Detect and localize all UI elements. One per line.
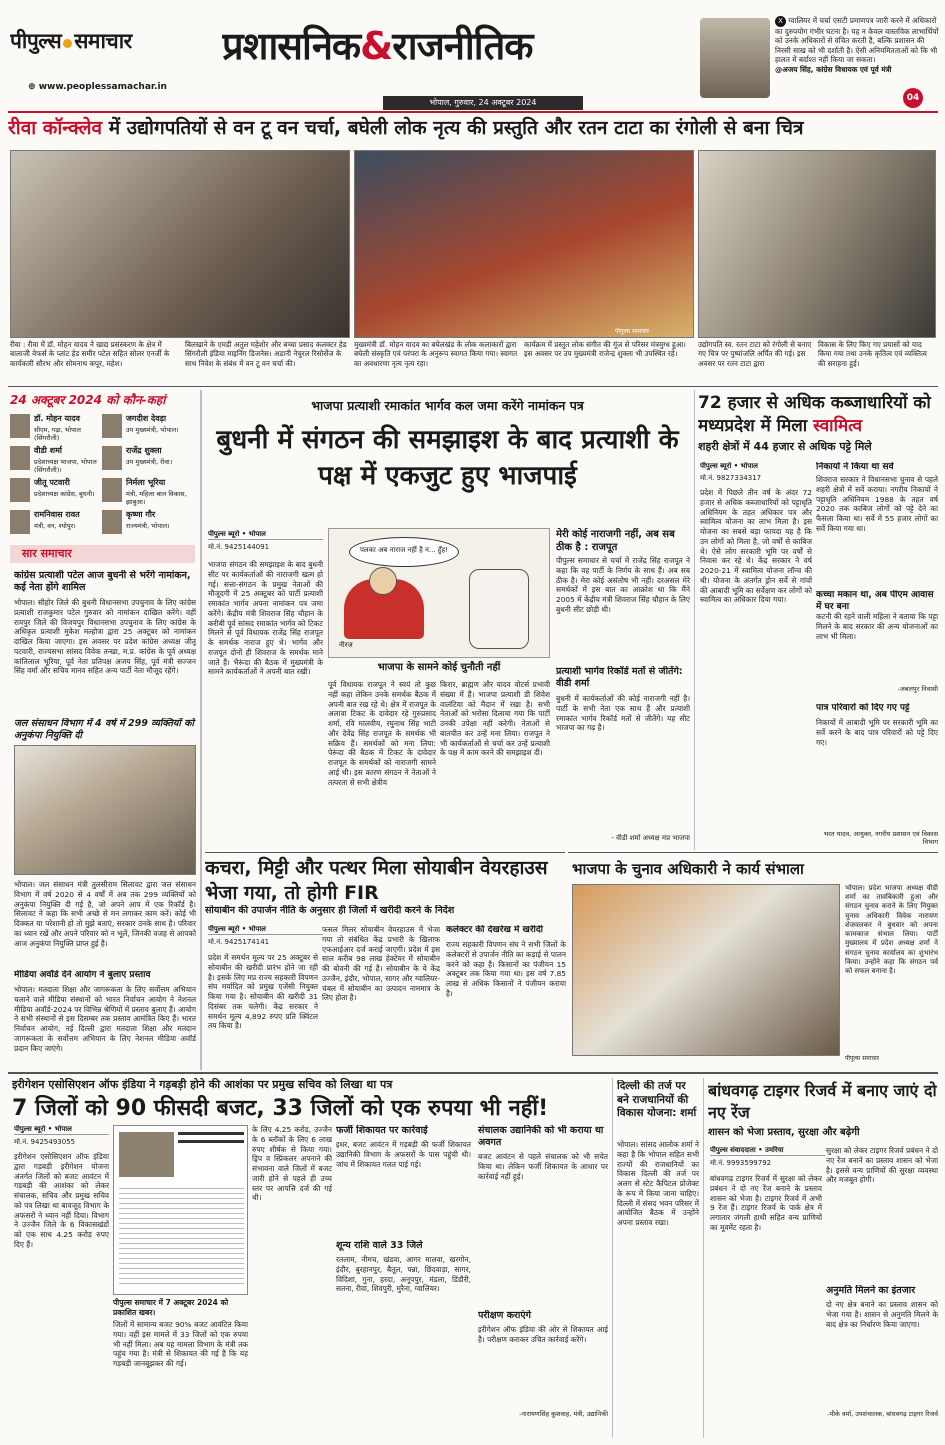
soyabean-mobile: मो.नं. 9425174141	[208, 938, 270, 946]
delhi-headline[interactable]: दिल्ली की तर्ज पर बने राजधानियों की विकास योजना: शर्मा	[617, 1080, 697, 1120]
bjp-officer-headline[interactable]: भाजपा के चुनाव अधिकारी ने कार्य संभाला	[572, 860, 804, 878]
column-rule	[703, 1078, 704, 1438]
avatar	[10, 414, 30, 438]
divider	[205, 852, 565, 853]
person-card: जगदीश देवड़ा उप मुख्यमंत्री, भोपाल।	[102, 412, 192, 452]
person-card: निर्मला भूरिया मंत्री, महिला बाल विकास, झाबुआ।	[102, 476, 192, 516]
vd-sharma-credit: - वीडी शर्मा अध्यक्ष मप्र भाजपा	[611, 834, 690, 842]
brief-2-body: भोपाल। जल संसाधन मंत्री तुलसीराम सिलावट द्वारा जल संसाधन विभाग में वर्ष 2020 से 4 वर्षों में अब तक 299 व्यक्तियों को अनुकंपा नियुक्ति दी गई है, जो अपने आप में एक रिकॉर्ड है। सिलावट ने कहा कि सभी अच्छे से मन लगाकर काम करें। कोई भी दिक्कत या परेशानी हो तो मुझे बताएं, सरकार उनके साथ है। परिवार का ध्यान रखें और अपने परिवार को न भूलें, जिनकी वजह से आपको आज अनुकंपा नियुक्ति प्राप्त हुई है।	[14, 880, 196, 948]
kaun-kahan-title: 24 अक्टूबर 2024 को कौन-कहां	[10, 393, 166, 407]
soyabean-col-2: फसल मिलर सोयाबीन वेयरहाउस में भेजा गया तो संबंधित केंद्र प्रभारी के खिलाफ एफआईआर दर्ज कराई जाएगी। प्रदेश में इस साल करीब 98 लाख हेक्टेयर में सोयाबीन की बोवनी की गई है। सोयाबीन के ये केंद्र उज्जैन, इंदौर, भोपाल, सागर और ग्वालियर-चंबल में सोयाबीन का उत्पादन नाममात्र के लिए होता है।	[322, 925, 440, 1003]
budhni-mobile: मो.नं. 9425144091	[208, 543, 270, 551]
avatar	[10, 510, 30, 534]
rewa-headline[interactable]: रीवा कॉन्क्लेव में उद्योगपतियों से वन टू वन चर्चा, बघेली लोक नृत्य की प्रस्तुति और रतन टाटा का रंगोली से बना चित्र	[8, 117, 804, 139]
photo-folk-dance	[354, 150, 694, 338]
brief-3-headline[interactable]: मीडिया अवॉर्ड देने आयोग ने बुलाए प्रस्ताव	[14, 970, 151, 980]
newspaper-clip	[113, 1125, 248, 1295]
inquiry-headline[interactable]: परीक्षण कराएंगे	[478, 1310, 531, 1321]
collector-headline[interactable]: कलेक्टर की देखरेख में खरीदी	[446, 925, 543, 935]
clip-caption: पीपुल्स समाचार में 7 अक्टूबर 2024 को प्रकाशित खबर।	[113, 1298, 229, 1317]
cartoon-leader-figure	[469, 569, 529, 649]
brief-1-headline[interactable]: कांग्रेस प्रत्याशी पटेल आज बुधनी से भरेंगे नामांकन, कई नेता होंगे शामिल	[14, 570, 191, 593]
columnist-author: @अजय सिंह, कांग्रेस विधायक एवं पूर्व मंत्री	[775, 64, 892, 74]
director-headline[interactable]: संचालक उद्यानिकी को भी कराया था अवगत	[478, 1125, 604, 1149]
cartoonist-signature: नीरज	[339, 641, 353, 649]
person-card: कृष्णा गौर राज्यमंत्री, भोपाल।	[102, 508, 192, 548]
swamitva-mobile: मो.नं. 9827334317	[700, 474, 762, 482]
caption-6: विकास के लिए किए गए प्रयासों को याद किया गया तथा उनके कृतित्व एवं व्यक्तित्व की सराहना हुई।	[818, 340, 927, 368]
dateline: भोपाल, गुरुवार, 24 अक्टूबर 2024	[383, 96, 583, 110]
swamitva-headline[interactable]: 72 हजार से अधिक कब्जाधारियों को मध्यप्रदेश में मिला स्वामित्व	[698, 393, 931, 436]
divider	[568, 852, 938, 853]
zero-fund-body: रतलाम, नीमच, खंडवा, आगर मालवा, खरगोन, इंदौर, बुरहानपुर, बैतूल, पन्ना, छिंदवाड़ा, सागर, विदिशा, गुना, हरदा, अनूपपुर, मंडला, डिंडौरी, सतना, रीवा, शिवपुरी, मुरैना, ग्वालियर।	[336, 1255, 471, 1294]
zero-fund-headline[interactable]: शून्य राशि वाले 33 जिले	[336, 1240, 423, 1251]
cartoon-caption: भाजपा के सामने कोई चुनौती नहीं	[377, 662, 501, 673]
patte-headline[interactable]: पात्र परिवारों को दिए गए पट्टे	[816, 703, 910, 713]
irrigation-col-2: जिलों में सामान्य बजट 90% बजट आवंटित किया गया। वहीं इस मामले में 33 जिलों को एक रुपया भी नहीं मिला। अब यह मामला विभाग के मंत्री तक पहुंच गया है। मंत्री से शिकायत की गई है कि यह गड़बड़ी जानबूझकर की गई।	[113, 1320, 248, 1369]
column-rule	[200, 390, 202, 1070]
avatar	[10, 478, 30, 502]
person-card: डॉ. मोहन यादव सीएम, गढ़ा, भोपाल (सिंगरौली)	[10, 412, 100, 452]
irrigation-col-1: इरीगेशन एसोसिएशन ऑफ इंडिया द्वारा गड़बड़ी इरीगेशन योजना अंतर्गत जिलों को बजट आवंटन में गड़बड़ी की आशंका को लेकर संचालक, सचिव और प्रमुख सचिव को पत्र लिखा था बावजूद विभाग के अफसरों ने ध्यान नहीं दिया। विभाग ने उज्जैन जिले के 6 विकासखंडों को एक साथ 4.25 करोड़ रुपए दिए हैं।	[14, 1152, 109, 1249]
budhni-headline[interactable]: बुधनी में संगठन की समझाइश के बाद प्रत्याशी के पक्ष में एकजुट हुए भाजपाई	[216, 425, 679, 492]
cartoon-speech-bubble: पलका अब नाराज नहीं है न... हुँह!	[349, 537, 459, 567]
vd-sharma-headline[interactable]: प्रत्याशी भार्गव रिकॉर्ड मतों से जीतेंगे: वीडी शर्मा	[556, 666, 683, 690]
title-ampersand: &	[360, 24, 393, 68]
photo-credit: पीपुल्स समाचार	[845, 1055, 880, 1062]
avatar	[102, 414, 122, 438]
tiger-subhead: शासन को भेजा प्रस्ताव, सुरक्षा और बढ़ेगी	[708, 1127, 860, 1138]
irrigation-headline[interactable]: 7 जिलों को 90 फीसदी बजट, 33 जिलों को एक रुपया भी नहीं!	[12, 1096, 549, 1121]
tiger-col-2: सुरक्षा को लेकर टाइगर रिजर्व प्रबंधन ने दो नए रेंज बनाने का प्रस्ताव शासन को भेजा है। इससे वन्य प्राणियों की सुरक्षा व्यवस्था और मजबूत होगी।	[826, 1146, 938, 1185]
photo-credit: पीपुल्स समाचार	[615, 328, 650, 335]
swamitva-col-1: प्रदेश में पिछले तीन वर्ष के अंदर 72 हजार से अधिक कब्जाधारियों को पट्टाधृति अधिनियम के तहत अधिकार पत्र और स्वामित्व योजना का लाभ मिला है। इस योजना का सबसे बड़ा फायदा यह है कि उन लोगों को मिला है, जो वर्षों से काबिज थे। ऐसे लोग सरकारी भूमि पर वर्षों से निवास कर रहे थे। केंद्र सरकार ने वर्ष 2020-21 में स्वामित्व योजना लॉन्च की थी। योजना के अंतर्गत ड्रोन सर्वे से गांवों की आबादी भूमि का सर्वेक्षण कर लोगों को स्वामित्व का अधिकार दिया गया।	[700, 488, 812, 605]
permission-headline[interactable]: अनुमति मिलने का इंतजार	[826, 1285, 916, 1296]
logo-dot-icon	[63, 39, 72, 48]
columnist-photo	[700, 18, 770, 98]
tiger-mobile: मो.नं. 9993599792	[710, 1159, 772, 1167]
person-card: रामनिवास रावत मंत्री, वन, श्योपुर।	[10, 508, 100, 548]
cartoon-face	[369, 567, 397, 595]
avatar	[10, 446, 30, 470]
person-card: राजेंद्र शुक्ला उप मुख्यमंत्री, रीवा।	[102, 444, 192, 484]
brief-1-body: भोपाल। सीहोर जिले की बुधनी विधानसभा उपचुनाव के लिए कांग्रेस प्रत्याशी राजकुमार पटेल गुरुवार को नामांकन दाखिल करेंगे। वहीं रायपुर जिले की विजयपुर विधानसभा उपचुनाव के लिए कांग्रेस के अधिकृत प्रत्याशी मुकेश मल्होत्रा द्वारा 25 अक्टूबर को नामांकन दाखिल किया जाएगा। इस अवसर पर प्रदेश कांग्रेस अध्यक्ष जीतू पटवारी, राज्यसभा सांसद विवेक तन्खा, म.प्र. कांग्रेस के पूर्व अध्यक्ष कांतिलाल भूरिया, पूर्व नेता प्रतिपक्ष अजय सिंह, पूर्व मंत्री सज्जन सिंह वर्मा और सचिव मानव सहित अन्य पार्टी नेता मौजूद रहेंगे।	[14, 598, 196, 676]
columnist-quote: X ग्वालियर में चर्चा एसटी प्रमाणपत्र जारी करने में अधिकारों का दुरुपयोग गंभीर घटना है। यह न केवल वास्तविक लाभार्थियों को उनके अधिकारों से वंचित करती है, बल्कि प्रशासन की निरसी साख को भी दर्शाती है। ऐसी अनियमितताओं को कि भी हालत में बर्दाश्त नहीं किया जा सकता। @अजय सिंह, कांग्रेस विधायक एवं पूर्व मंत्री	[775, 16, 939, 74]
tiger-headline[interactable]: बांधवगढ़ टाइगर रिजर्व में बनाए जाएं दो नए रेंज	[708, 1081, 937, 1122]
photo-bjp-office	[572, 884, 840, 1056]
vd-sharma-body: बुधनी में कार्यकर्ताओं की कोई नाराजगी नहीं है। पार्टी के सभी नेता एक साथ हैं और प्रत्याशी रमाकांत भार्गव रिकॉर्ड मतों से जीतेंगे। यह सीट भाजपा का गढ़ है।	[556, 694, 690, 733]
page-number: 04	[903, 88, 923, 108]
budhni-col-3: पूर्व विधायक राजपूत ने स्वयं तो कुछ नहीं कहा लेकिन उनके समर्थक बैठक में अपनी बात रख रहे थे। क्षेत्र में राजपूत के अलावा टिकट के दावेदार रहे गुरुप्रसाद शर्मा, रवि मालवीय, रघुनाथ सिंह भाटी और देवेंद्र सिंह राजपूत के समर्थक भी सक्रिय हैं। समर्थकों को मना लिया: पेरूंदा की बैठक में टिकट के दावेदार राजपूत के समर्थकों को नाराजगी सामने आई थी। इस कारण संगठन ने नेताओं ने तत्परता से सभी क्षेत्रीय	[328, 680, 436, 787]
page-title: प्रशासनिक&राजनीतिक	[222, 24, 533, 68]
url-text[interactable]: www.peoplessamachar.in	[38, 82, 167, 92]
brief-3-body: भोपाल। मतदाता शिक्षा और जागरूकता के लिए सर्वोत्तम अभियान चलाने वाले मीडिया संस्थानों को भारत निर्वाचन आयोग ने नेशनल मीडिया अवॉर्ड-2024 पर विभिन्न श्रेणियों में प्रस्ताव बुलाए हैं। आयोग ने सभी संस्थानों से इस दिसम्बर तक प्रस्ताव आमंत्रित किए हैं। भारत निर्वाचन आयोग, नई दिल्ली द्वारा मतदाता शिक्षा और मतदान जागरूकता के सर्वोत्तम अभियान के लिए नेशनल मीडिया अवॉर्ड प्रदान किए जाएंगे।	[14, 985, 196, 1053]
person-card: वीडी शर्मा प्रदेशाध्यक्ष भाजपा, भोपाल (सिंगरौली)।	[10, 444, 100, 484]
soyabean-byline: पीपुल्स ब्यूरो • भोपाल	[208, 925, 323, 935]
caption-5: उद्योगपति स्व. रतन टाटा को रंगोली से बनाए गए चित्र पर पुष्पांजलि अर्पित की गई। इस अवसर पर रतन टाटा द्वारा	[698, 340, 812, 368]
inquiry-credit: -नारायणसिंह कुशवाह, मंत्री, उद्यानिकी	[519, 1410, 608, 1418]
brief-2-headline[interactable]: जल संसाधन विभाग में 4 वर्ष में 299 व्यक्तियों को अनुकंपा नियुक्ति दी	[14, 718, 194, 741]
avatar	[102, 478, 122, 502]
x-icon: X	[775, 16, 786, 27]
caption-2: बिलखाने के एमडी अतुल महेशोर और बच्चा प्रसाद कलक्टर हेड सिंगरौली इंडिया माइनिंग डिजनेस। अडानी नेचुरल रिसोर्सेज के साथ निवेश के संबंध में वन टू वन चर्चा की।	[185, 340, 347, 368]
column-rule	[612, 1078, 613, 1438]
masthead-logo	[10, 28, 210, 70]
fake-complaint-headline[interactable]: फर्जी शिकायत पर कार्रवाई	[336, 1125, 428, 1136]
clip-line	[178, 1140, 244, 1143]
budhni-kicker: भाजपा प्रत्याशी रमाकांत भार्गव कल जमा करेंगे नामांकन पत्र	[311, 398, 584, 413]
pm-awas-credit: -जबलपुर निवासी	[897, 685, 938, 693]
budhni-byline: पीपुल्स ब्यूरो • भोपाल	[208, 530, 323, 540]
pm-awas-headline[interactable]: कच्चा मकान था, अब पीएम आवास में घर बना	[816, 590, 934, 612]
permission-body: दो नए क्षेत्र बनाने का प्रस्ताव शासन को भेजा गया है। शासन से अनुमति मिलने के बाद क्षेत्र का निर्धारण किया जाएगा।	[826, 1300, 938, 1329]
clip-text-lines	[119, 1184, 244, 1284]
swamitva-byline: पीपुल्स ब्यूरो • भोपाल	[700, 462, 758, 470]
survey-body: शिवराज सरकार ने विधानसभा चुनाव से पहले शहरी क्षेत्रों में सर्वे कराया। नगरीय निकायों ने पट्टाधृति अधिनियम 1988 के तहत वर्ष 2020 तक काबिज लोगों को पट्टे देने का फैसला किया था। सर्वे में 55 हजार लोगों का सर्वे किया गया था।	[816, 475, 938, 533]
cartoon	[328, 528, 550, 658]
clip-photo	[119, 1132, 174, 1177]
rajput-side-headline[interactable]: मेरी कोई नाराजगी नहीं, अब सब ठीक है : राजपूत	[556, 529, 675, 553]
website-url[interactable]	[28, 82, 167, 94]
permission-credit: -पीके वर्मा, उपसंचालक, बांधवगढ़ टाइगर रिजर्व	[827, 1410, 938, 1418]
avatar	[102, 446, 122, 470]
caption-4: कार्यक्रम में प्रस्तुत लोक संगीत की गूंज से परिसर मंत्रमुग्ध हुआ। इस अवसर पर उप मुख्यमंत्री राजेन्द्र शुक्ला भी उपस्थित रहे।	[524, 340, 686, 359]
inquiry-body: इरीगेशन ऑफ इंडिया की ओर से शिकायत आई है। परीक्षण कराकर उचित कार्रवाई करेंगे।	[478, 1325, 608, 1344]
delhi-body: भोपाल। सांसद आलोक शर्मा ने कहा है कि भोपाल सहित सभी राज्यों की राजधानियों का विकास दिल्ली की तर्ज पर अलग से स्टेट कैपिटल प्रोजेक्ट के रूप में किया जाना चाहिए। दिल्ली में संसद भवन परिसर में आयोजित बैठक में उन्होंने अपना प्रस्ताव रखा।	[617, 1140, 699, 1228]
irrigation-kicker: इरीगेशन एसोसिएशन ऑफ इंडिया ने गड़बड़ी होने की आशंका पर प्रमुख सचिव को लिखा था पत्र	[12, 1078, 393, 1091]
irrigation-mobile: मो.नं. 9425493055	[14, 1138, 76, 1146]
soyabean-headline[interactable]: कचरा, मिट्टी और पत्थर मिला सोयाबीन वेयरहाउस भेजा गया, तो होगी FIR	[205, 857, 548, 904]
logo-right: समाचार	[74, 29, 132, 53]
survey-headline[interactable]: निकायों ने किया था सर्वे	[816, 462, 894, 472]
patte-body: निकायों में आबादी भूमि पर सरकारी भूमि का सर्वे करने के बाद पात्र परिवारों को पट्टे दिए गए।	[816, 718, 938, 747]
patte-credit: भरत यादव, आयुक्त, नगरीय प्रशासन एवं विकास विभाग	[823, 830, 938, 847]
divider	[8, 386, 938, 387]
tiger-byline: पीपुल्स संवाददाता • उमरिया	[710, 1146, 825, 1156]
sar-samachar-label: सार समाचार	[10, 545, 195, 563]
fake-complaint-body: इधर, बजट आवंटन में गड़बड़ी की फर्जी शिकायत उद्यानिकी विभाग के अफसरों के पास पहुंची थी। जांच में शिकायत गलत पाई गई।	[336, 1140, 471, 1169]
budhni-col-4: किरार, ब्राह्मण और यादव वोटर्स प्रभावी संख्या में हैं। भाजपा प्रत्याशी डी शिवेश वालंटिया को मैदान में रखा है। सभी नेताओं को भरोसा दिलाया गया कि पार्टी उनकी उपेक्षा नहीं करेगी। नेताओं से बातचीत कर उन्हें मना लिया। राजपूत ने भी कार्यकर्ताओं से चर्चा कर उन्हें प्रत्याशी के पक्ष में काम करने की समझाइश दी।	[440, 680, 550, 758]
soyabean-subhead: सोयाबीन की उपार्जन नीति के अनुसार ही जिलों में खरीदी करने के निर्देश	[205, 905, 455, 916]
avatar	[102, 510, 122, 534]
column-rule	[694, 390, 695, 850]
swamitva-subhead: शहरी क्षेत्रों में 44 हजार से अधिक पट्टे मिले	[698, 440, 872, 453]
clip-line	[178, 1132, 244, 1135]
photo-appointment	[14, 745, 196, 875]
photo-rangoli	[698, 150, 936, 338]
pm-awas-body: कटनी की रहने वाली महिला ने बताया कि पट्टा मिलने के बाद सरकार की अन्य योजनाओं का लाभ भी मिला।	[816, 612, 938, 641]
soyabean-col-1: प्रदेश में समर्थन मूल्य पर 25 अक्टूबर से सोयाबीन की खरीदी प्रारंभ होने जा रही है। इसके लिए मप्र राज्य सहकारी विपणन संघ मर्यादित को प्रमुख एजेंसी नियुक्त किया गया है। सोयाबीन की खरीदी 31 दिसंबर तक चलेगी। केंद्र सरकार ने समर्थन मूल्य 4,892 रुपए प्रति क्विंटल तय किया है।	[208, 953, 318, 1031]
caption-3: मुख्यमंत्री डॉ. मोहन यादव का बघेलखंड के लोक कलाकारों द्वारा बघेली संस्कृति एवं परंपरा के अनुरूप स्वागत किया गया। स्वागत का अवधारणा नृत्य नृत्य रहा।	[354, 340, 518, 368]
director-body: बजट आवंटन से पहले संचालक को भी सचेत किया था। लेकिन फर्जी शिकायत के आधार पर कार्रवाई नहीं हुई।	[478, 1152, 608, 1181]
caption-1: रीवा : रीवा में डॉ. मोहन यादव ने खाद्य प्रसंस्करण के क्षेत्र में बालाजी वेफर्स के प्लांट हेड समीर पटेल सहित सोलर एनर्जी के कार्यकारी सौरभ और सोमनाथ कपूर, महेश।	[10, 340, 170, 368]
logo-left: पीपुल्स	[10, 29, 62, 53]
rajput-side-body: पीपुल्स समाचार से चर्चा में राजेंद्र सिंह राजपूत ने कहा कि वह पार्टी के निर्णय के साथ हैं। अब सब ठीक है। मेरा कोई असंतोष भी नहीं। दरअसल मेरे समर्थकों में इस बात का आक्रोश था कि मैंने 2005 में केंद्रीय मंत्री शिवराज सिंह चौहान के लिए बुधनी सीट छोड़ी थी।	[556, 556, 690, 614]
collector-body: राज्य सहकारी विपणन संघ ने सभी जिलों के कलेक्टरों से उपार्जन नीति का कड़ाई से पालन करने को कहा है। किसानों का पंजीयन 15 अक्टूबर तक किया गया था। इस वर्ष 7.85 लाख से अधिक किसानों ने पंजीयन कराया है।	[446, 940, 566, 998]
globe-icon: ⊕	[28, 82, 39, 92]
divider	[8, 1072, 938, 1074]
person-card: जीतू पटवारी प्रदेशाध्यक्ष कांग्रेस, बुधनी।	[10, 476, 100, 516]
irrigation-col-3: के लिए 4.25 करोड़, उज्जैन के 6 ब्लॉकों के लिए 6 लाख रुपए शीर्षक से किया गया। ड्रिप व स्प्रिंकलर अपनाने की संभावना वाले जिलों में बजट जारी होने से पहले ही उच्च स्तर पर आपत्ति दर्ज की गई थी।	[252, 1125, 332, 1203]
bjp-officer-body: भोपाल। प्रदेश भाजपा अध्यक्ष वीडी शर्मा का तावबिकारी हुआ और संगठन चुनाव कराने के लिए नियुक्त चुनाव अधिकारी विवेक नारायण शेजवलकर ने बुधवार को अपना कामकाज संभाल लिया। पार्टी मुख्यालय में प्रदेश अध्यक्ष शर्मा ने संगठन चुनाव कार्यालय का शुभारंभ किया। उन्होंने कहा कि संगठन पर्व को सफल बनाना है।	[845, 884, 938, 976]
irrigation-byline: पीपुल्स ब्यूरो • भोपाल	[14, 1125, 109, 1135]
top-rule	[8, 111, 938, 113]
photo-cm-industrialists	[10, 150, 350, 338]
budhni-col-1: भाजपा संगठन की समझाइश के बाद बुधनी सीट पर कार्यकर्ताओं की नाराजगी खत्म हो गई। सत्ता-संगठन के प्रमुख नेताओं की मौजूदगी में 25 अक्टूबर को पार्टी प्रत्याशी रमाकांत भार्गव अपना नामांकन पत्र जमा करेंगे। केंद्रीय मंत्री शिवराज सिंह चौहान के करीबी पूर्व सांसद रमाकांत भार्गव को टिकट मिलने से पूर्व विधायक राजेंद्र सिंह राजपूत के समर्थक नाराज हुए थे। भार्गव और राजपूत दोनों ही शिवराज के समर्थक माने जाते हैं। भैरूंदा की बैठक में मुख्यमंत्री के सामने कार्यकर्ताओं ने अपनी बात रखी।	[208, 560, 323, 677]
tiger-col-1: बांधवगढ़ टाइगर रिजर्व में सुरक्षा को लेकर प्रबंधन ने दो नए रेंज बनाने के प्रस्ताव शासन को भेजा है। टाइगर रिजर्व में अभी 9 रेंज हैं। टाइगर रिजर्व के पार्क क्षेत्र में लगातार जंगली हाथी सहित वन्य प्राणियों का मूवमेंट रहता है।	[710, 1174, 822, 1232]
